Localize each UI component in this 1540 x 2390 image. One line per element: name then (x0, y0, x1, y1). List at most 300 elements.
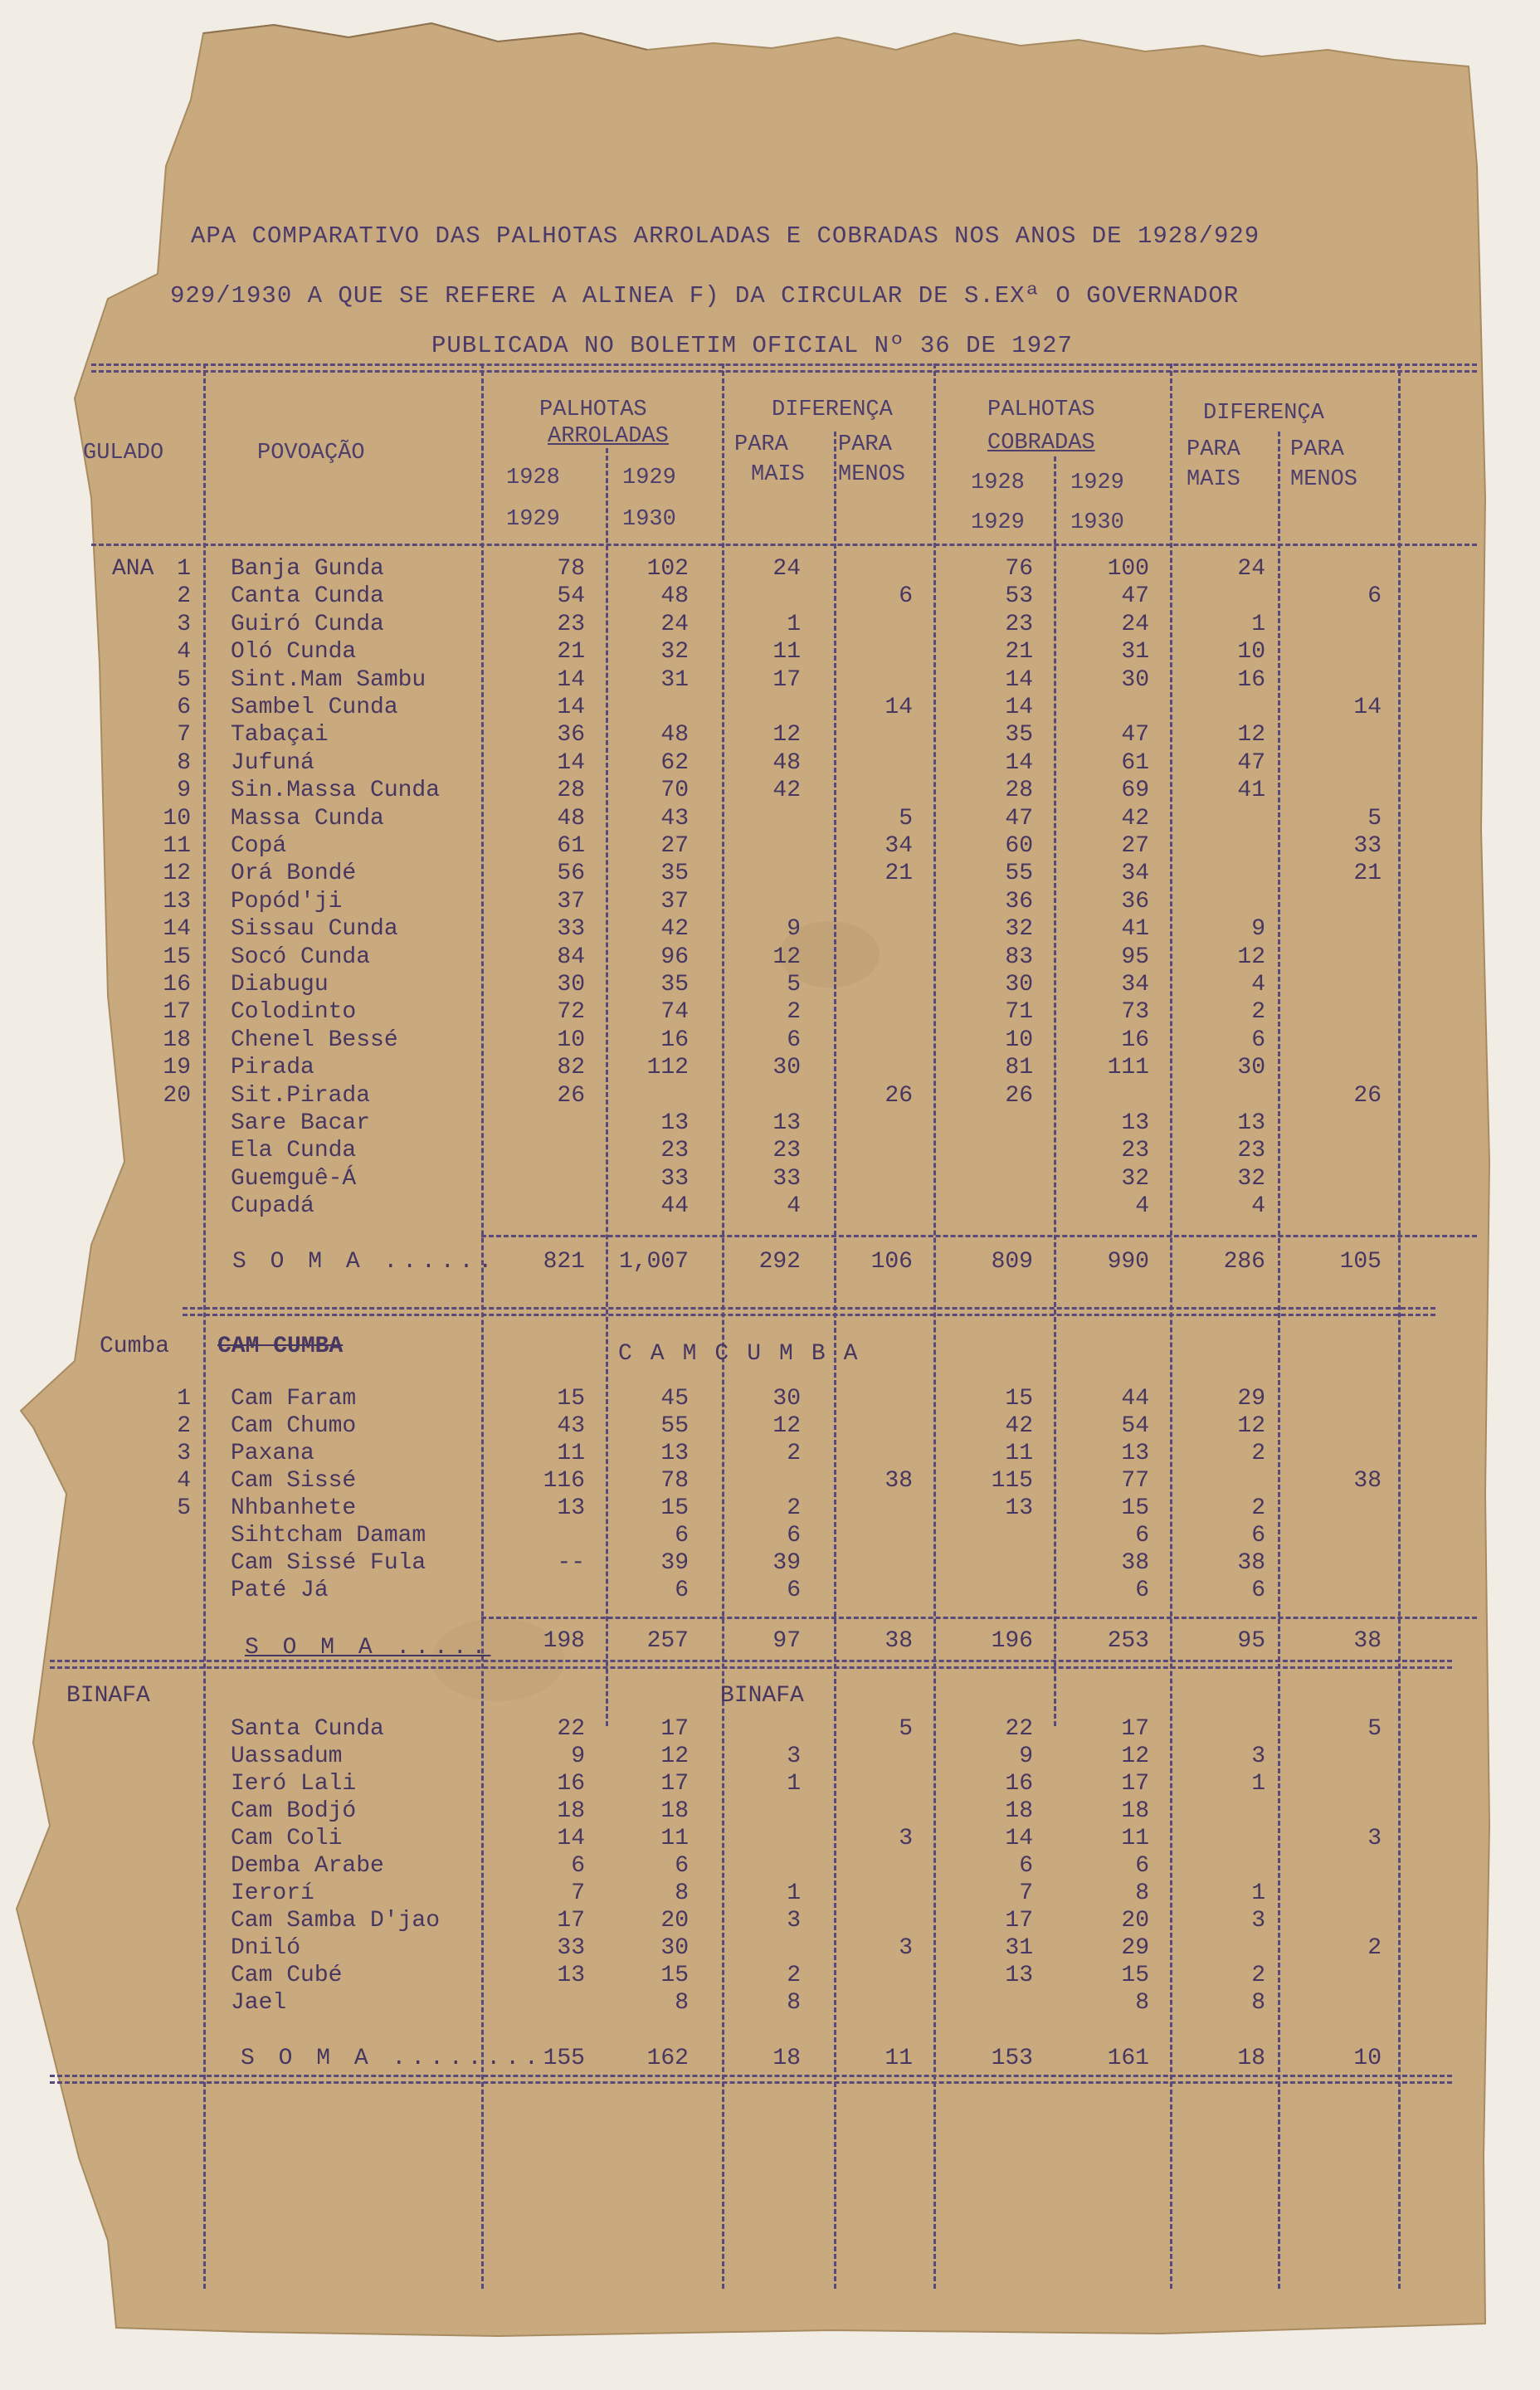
row-value-a2: 20 (660, 1908, 689, 1934)
row-povoacao: Copá (231, 833, 287, 859)
row-number: 17 (163, 999, 191, 1026)
row-povoacao: Cam Sissé (231, 1468, 357, 1494)
row-value-c2: 44 (1121, 1386, 1149, 1412)
row-value-l: 6 (899, 583, 913, 610)
row-povoacao: Cam Coli (231, 1826, 343, 1851)
row-value-m: 1 (787, 1771, 801, 1797)
soma-value-m: 292 (758, 1249, 801, 1275)
row-value-m: 2 (787, 1963, 801, 1988)
col-dif1-title: DIFERENÇA (772, 398, 893, 422)
row-value-l2: 33 (1353, 833, 1382, 859)
col-arroladas-title-2: ARROLADAS (548, 424, 669, 449)
soma-value-l: 106 (870, 1249, 913, 1275)
soma-value-c1: 809 (991, 1249, 1033, 1275)
row-povoacao: Cam Faram (231, 1386, 357, 1412)
row-value-c1: 23 (1005, 611, 1033, 637)
row-povoacao: Massa Cunda (231, 805, 384, 832)
row-value-c2: 27 (1121, 833, 1149, 859)
row-value-m: 2 (787, 1495, 801, 1521)
row-value-a2: 78 (660, 1468, 689, 1494)
row-value-m2: 23 (1237, 1138, 1265, 1164)
row-value-c2: 13 (1121, 1441, 1149, 1466)
row-value-m: 8 (787, 1990, 801, 2016)
row-value-a2: 11 (660, 1826, 689, 1851)
row-value-a2: 24 (660, 611, 689, 637)
row-value-m: 33 (772, 1165, 801, 1192)
row-value-a2: 45 (660, 1386, 689, 1412)
row-value-l2: 5 (1367, 805, 1382, 832)
row-value-a1: 37 (557, 888, 585, 915)
row-value-a1: -- (557, 1550, 585, 1576)
row-value-a1: 14 (557, 666, 585, 693)
soma-value-a2: 1,007 (618, 1249, 689, 1275)
row-value-c1: 15 (1005, 1386, 1033, 1412)
row-povoacao: Jael (231, 1990, 287, 2016)
row-povoacao: Diabugu (231, 972, 329, 997)
row-value-a1: 26 (557, 1082, 585, 1109)
row-value-c2: 47 (1121, 722, 1149, 749)
row-povoacao: Paxana (231, 1441, 314, 1466)
row-number: 5 (177, 1495, 191, 1521)
row-value-c1: 13 (1005, 1495, 1033, 1521)
row-value-a2: 35 (660, 861, 689, 887)
row-number: 12 (163, 861, 191, 887)
row-value-m2: 12 (1237, 722, 1265, 749)
row-value-m: 39 (772, 1550, 801, 1576)
row-value-c2: 8 (1135, 1990, 1149, 2016)
row-value-c2: 69 (1121, 778, 1149, 804)
row-value-c2: 24 (1121, 611, 1149, 637)
row-number: 18 (163, 1027, 191, 1053)
row-povoacao: Nhbanhete (231, 1495, 357, 1521)
row-value-c2: 15 (1121, 1963, 1149, 1988)
row-value-m2: 32 (1237, 1165, 1265, 1192)
row-value-c2: 100 (1107, 556, 1149, 582)
row-value-a1: 13 (557, 1495, 585, 1521)
row-number: 20 (163, 1082, 191, 1109)
row-povoacao: Sare Bacar (231, 1110, 371, 1136)
row-value-c2: 77 (1121, 1468, 1149, 1494)
row-value-m: 11 (772, 639, 801, 666)
row-value-c1: 28 (1005, 778, 1033, 804)
row-value-a1: 18 (557, 1798, 585, 1824)
row-povoacao: Colodinto (231, 999, 357, 1026)
row-number: 3 (177, 1441, 191, 1466)
row-value-c1: 30 (1005, 972, 1033, 997)
row-value-m2: 8 (1251, 1990, 1265, 2016)
row-value-c2: 23 (1121, 1138, 1149, 1164)
row-povoacao: Pirada (231, 1055, 314, 1081)
row-value-m: 3 (787, 1744, 801, 1769)
row-value-c2: 20 (1121, 1908, 1149, 1934)
row-value-m: 30 (772, 1055, 801, 1081)
section2-soma-rule (481, 1617, 1477, 1619)
row-value-a1: 43 (557, 1413, 585, 1439)
row-value-a2: 62 (660, 749, 689, 776)
row-value-m2: 41 (1237, 778, 1265, 804)
row-value-c2: 34 (1121, 972, 1149, 997)
col-menos-2: MENOS (1290, 467, 1358, 492)
row-value-c1: 6 (1019, 1853, 1033, 1879)
row-value-a2: 23 (660, 1138, 689, 1164)
row-value-m: 9 (787, 916, 801, 943)
row-value-c1: 76 (1005, 556, 1033, 582)
row-value-c1: 7 (1019, 1880, 1033, 1906)
col-dif2-title: DIFERENÇA (1203, 401, 1324, 426)
row-value-c2: 38 (1121, 1550, 1149, 1576)
row-value-m: 2 (787, 1441, 801, 1466)
row-value-a1: 82 (557, 1055, 585, 1081)
row-value-a2: 37 (660, 888, 689, 915)
section1-end-rule (183, 1307, 1435, 1310)
row-value-m2: 12 (1237, 944, 1265, 970)
row-number: 10 (163, 805, 191, 832)
soma-value-c2: 990 (1107, 1249, 1149, 1275)
row-number: 19 (163, 1055, 191, 1081)
row-value-a1: 15 (557, 1386, 585, 1412)
col-cobradas-y3b: 1929 (1070, 471, 1124, 495)
section3-end-rule-2 (50, 2081, 1452, 2084)
row-value-a1: 78 (557, 556, 585, 582)
row-value-m2: 1 (1251, 1771, 1265, 1797)
row-value-a2: 6 (675, 1578, 689, 1603)
row-value-c1: 13 (1005, 1963, 1033, 1988)
row-value-c1: 83 (1005, 944, 1033, 970)
row-value-a1: 33 (557, 1935, 585, 1961)
row-povoacao: Cupadá (231, 1193, 314, 1220)
row-value-c2: 17 (1121, 1716, 1149, 1742)
row-povoacao: Popód'ji (231, 888, 343, 915)
row-value-c2: 4 (1135, 1193, 1149, 1220)
row-value-a2: 16 (660, 1027, 689, 1053)
row-value-a1: 36 (557, 722, 585, 749)
row-value-a1: 7 (571, 1880, 585, 1906)
row-value-l: 21 (885, 861, 913, 887)
soma-value-l2: 105 (1339, 1249, 1382, 1275)
row-value-c1: 21 (1005, 639, 1033, 666)
row-povoacao: Cam Cubé (231, 1963, 343, 1988)
row-number: 15 (163, 944, 191, 970)
row-value-m2: 4 (1251, 1193, 1265, 1220)
row-value-c2: 12 (1121, 1744, 1149, 1769)
row-value-a2: 17 (660, 1716, 689, 1742)
row-value-a1: 30 (557, 972, 585, 997)
row-value-l: 26 (885, 1082, 913, 1109)
soma-value-c1: 196 (991, 1628, 1033, 1654)
col-arroladas-y1b: 1929 (622, 466, 676, 490)
row-value-m: 1 (787, 1880, 801, 1906)
row-value-m: 6 (787, 1578, 801, 1603)
col-arroladas-y2b: 1930 (622, 507, 676, 532)
row-value-m2: 47 (1237, 749, 1265, 776)
row-value-m2: 38 (1237, 1550, 1265, 1576)
row-value-a1: 16 (557, 1771, 585, 1797)
soma-value-c2: 161 (1107, 2046, 1149, 2071)
row-povoacao: Banja Gunda (231, 556, 384, 582)
row-value-m2: 2 (1251, 1963, 1265, 1988)
row-value-a1: 84 (557, 944, 585, 970)
row-number: 1 (177, 556, 191, 582)
row-value-a1: 6 (571, 1853, 585, 1879)
row-value-l2: 14 (1353, 695, 1382, 720)
row-value-a1: 14 (557, 695, 585, 720)
row-value-m: 12 (772, 1413, 801, 1439)
row-value-m2: 12 (1237, 1413, 1265, 1439)
row-value-c1: 71 (1005, 999, 1033, 1026)
row-value-c2: 29 (1121, 1935, 1149, 1961)
col-para-menos-2: PARA (1290, 437, 1344, 462)
row-value-a1: 13 (557, 1963, 585, 1988)
row-value-m: 17 (772, 666, 801, 693)
col-cobradas-y3a: 1928 (971, 471, 1025, 495)
row-value-c1: 53 (1005, 583, 1033, 610)
row-number: 2 (177, 1413, 191, 1439)
row-number: 14 (163, 916, 191, 943)
soma-value-l2: 10 (1353, 2046, 1382, 2071)
soma-value-a2: 257 (646, 1628, 689, 1654)
soma-value-l: 11 (885, 2046, 913, 2071)
row-value-c2: 54 (1121, 1413, 1149, 1439)
row-number: 4 (177, 639, 191, 666)
row-value-c1: 14 (1005, 749, 1033, 776)
row-povoacao: Guemguê-Á (231, 1165, 357, 1192)
col-menos: MENOS (838, 462, 906, 487)
row-value-c2: 31 (1121, 639, 1149, 666)
row-number: 7 (177, 722, 191, 749)
row-value-a2: 27 (660, 833, 689, 859)
col-mais-2: MAIS (1187, 467, 1240, 492)
row-value-a1: 61 (557, 833, 585, 859)
col-para-mais-2: PARA (1187, 437, 1240, 462)
row-value-m: 12 (772, 944, 801, 970)
row-povoacao: Ierorí (231, 1880, 314, 1906)
row-value-a2: 44 (660, 1193, 689, 1220)
header-top-rule-2 (91, 370, 1477, 373)
row-value-m: 42 (772, 778, 801, 804)
row-value-c2: 61 (1121, 749, 1149, 776)
row-value-m: 6 (787, 1027, 801, 1053)
row-value-m2: 3 (1251, 1744, 1265, 1769)
row-value-c2: 15 (1121, 1495, 1149, 1521)
row-value-c1: 36 (1005, 888, 1033, 915)
section1-soma-label: S O M A ...... (232, 1249, 498, 1275)
row-povoacao: Orá Bondé (231, 861, 357, 887)
row-povoacao: Socó Cunda (231, 944, 371, 970)
row-value-l2: 2 (1367, 1935, 1382, 1961)
row-value-a2: 32 (660, 639, 689, 666)
section1-regulado: ANA (112, 556, 154, 582)
row-povoacao: Demba Arabe (231, 1853, 384, 1879)
row-value-l2: 26 (1353, 1082, 1382, 1109)
row-value-l2: 5 (1367, 1716, 1382, 1742)
row-value-a1: 11 (557, 1441, 585, 1466)
soma-value-a1: 198 (543, 1628, 585, 1654)
row-value-c2: 8 (1135, 1880, 1149, 1906)
col-mais: MAIS (751, 462, 805, 487)
soma-value-a1: 821 (543, 1249, 585, 1275)
row-value-c1: 60 (1005, 833, 1033, 859)
row-value-m: 48 (772, 749, 801, 776)
soma-value-m: 97 (772, 1628, 801, 1654)
row-value-a1: 72 (557, 999, 585, 1026)
row-value-c2: 41 (1121, 916, 1149, 943)
row-value-a1: 54 (557, 583, 585, 610)
col-regulado: GULADO (83, 441, 164, 466)
soma-value-m2: 286 (1223, 1249, 1265, 1275)
row-value-m2: 6 (1251, 1578, 1265, 1603)
row-value-c2: 47 (1121, 583, 1149, 610)
title-line-2: 929/1930 A QUE SE REFERE A ALINEA F) DA CIRCULAR DE S.EXª O GOVERNADOR (170, 282, 1240, 310)
title-line-1: APA COMPARATIVO DAS PALHOTAS ARROLADAS E COBRADAS NOS ANOS DE 1928/929 (191, 222, 1260, 250)
row-value-m2: 6 (1251, 1523, 1265, 1549)
row-value-c2: 17 (1121, 1771, 1149, 1797)
row-value-a1: 14 (557, 1826, 585, 1851)
row-value-a2: 42 (660, 916, 689, 943)
row-value-c1: 17 (1005, 1908, 1033, 1934)
col-cobradas-y4b: 1930 (1070, 510, 1124, 535)
row-value-c2: 42 (1121, 805, 1149, 832)
row-value-a1: 22 (557, 1716, 585, 1742)
section2-end-rule (50, 1660, 1452, 1662)
row-number: 13 (163, 888, 191, 915)
row-value-c1: 115 (991, 1468, 1033, 1494)
row-value-l: 34 (885, 833, 913, 859)
row-value-a2: 15 (660, 1963, 689, 1988)
soma-value-l: 38 (885, 1628, 913, 1654)
row-value-m: 12 (772, 722, 801, 749)
row-value-m2: 30 (1237, 1055, 1265, 1081)
row-value-m2: 1 (1251, 1880, 1265, 1906)
row-value-l: 38 (885, 1468, 913, 1494)
row-value-a2: 31 (660, 666, 689, 693)
soma-value-c1: 153 (991, 2046, 1033, 2071)
soma-value-a1: 155 (543, 2046, 585, 2071)
row-value-c1: 55 (1005, 861, 1033, 887)
row-value-c1: 32 (1005, 916, 1033, 943)
row-value-c2: 111 (1107, 1055, 1149, 1081)
row-value-a1: 17 (557, 1908, 585, 1934)
section3-banner: BINAFA (720, 1683, 804, 1709)
row-value-a2: 18 (660, 1798, 689, 1824)
row-value-a1: 56 (557, 861, 585, 887)
row-value-c1: 22 (1005, 1716, 1033, 1742)
row-value-c1: 11 (1005, 1441, 1033, 1466)
row-povoacao: Sambel Cunda (231, 695, 398, 720)
row-value-m2: 6 (1251, 1027, 1265, 1053)
row-value-c1: 16 (1005, 1771, 1033, 1797)
row-value-a1: 21 (557, 639, 585, 666)
row-value-a2: 33 (660, 1165, 689, 1192)
section3-regulado: BINAFA (66, 1683, 150, 1709)
row-number: 3 (177, 611, 191, 637)
row-value-a2: 48 (660, 722, 689, 749)
row-value-a2: 13 (660, 1110, 689, 1136)
row-value-m: 1 (787, 611, 801, 637)
row-value-a1: 10 (557, 1027, 585, 1053)
row-value-l: 5 (899, 805, 913, 832)
row-value-a2: 13 (660, 1441, 689, 1466)
col-para-menos: PARA (838, 432, 892, 457)
row-number: 11 (163, 833, 191, 859)
row-value-a2: 6 (675, 1853, 689, 1879)
row-value-a1: 33 (557, 916, 585, 943)
row-value-c2: 34 (1121, 861, 1149, 887)
row-value-c1: 14 (1005, 1826, 1033, 1851)
row-value-c2: 6 (1135, 1853, 1149, 1879)
section1-soma-rule (481, 1235, 1477, 1237)
row-value-c1: 42 (1005, 1413, 1033, 1439)
row-value-m: 4 (787, 1193, 801, 1220)
row-value-a2: 48 (660, 583, 689, 610)
row-value-a2: 17 (660, 1771, 689, 1797)
col-para-mais: PARA (734, 432, 788, 457)
row-value-a2: 70 (660, 778, 689, 804)
col-povoacao: POVOAÇÃO (257, 441, 365, 466)
row-povoacao: Oló Cunda (231, 639, 357, 666)
row-value-m2: 16 (1237, 666, 1265, 693)
row-value-a1: 23 (557, 611, 585, 637)
row-value-c1: 47 (1005, 805, 1033, 832)
row-value-c2: 6 (1135, 1523, 1149, 1549)
row-value-a2: 112 (646, 1055, 689, 1081)
row-value-m2: 29 (1237, 1386, 1265, 1412)
row-povoacao: Cam Samba D'jao (231, 1908, 441, 1934)
row-value-m: 2 (787, 999, 801, 1026)
row-value-a2: 6 (675, 1523, 689, 1549)
row-value-a2: 102 (646, 556, 689, 582)
soma-value-l2: 38 (1353, 1628, 1382, 1654)
row-value-a1: 28 (557, 778, 585, 804)
row-povoacao: Canta Cunda (231, 583, 384, 610)
row-value-a2: 43 (660, 805, 689, 832)
soma-value-m2: 18 (1237, 2046, 1265, 2071)
row-number: 6 (177, 695, 191, 720)
section3-end-rule (50, 2075, 1452, 2077)
row-value-m2: 9 (1251, 916, 1265, 943)
row-value-c2: 36 (1121, 888, 1149, 915)
col-arroladas-title-1: PALHOTAS (539, 398, 647, 422)
col-arroladas-y1a: 1928 (506, 466, 560, 490)
soma-value-a2: 162 (646, 2046, 689, 2071)
row-povoacao: Chenel Bessé (231, 1027, 398, 1053)
header-bottom-rule (91, 544, 1477, 546)
row-value-c2: 16 (1121, 1027, 1149, 1053)
row-value-l2: 38 (1353, 1468, 1382, 1494)
row-value-a1: 9 (571, 1744, 585, 1769)
row-value-m: 5 (787, 972, 801, 997)
row-value-l2: 6 (1367, 583, 1382, 610)
row-value-c2: 73 (1121, 999, 1149, 1026)
soma-value-m: 18 (772, 2046, 801, 2071)
row-value-l: 3 (899, 1826, 913, 1851)
row-value-c2: 13 (1121, 1110, 1149, 1136)
row-number: 2 (177, 583, 191, 610)
row-value-c1: 14 (1005, 695, 1033, 720)
soma-value-c2: 253 (1107, 1628, 1149, 1654)
row-value-a2: 8 (675, 1990, 689, 2016)
row-povoacao: Sissau Cunda (231, 916, 398, 943)
vrule-10 (1398, 363, 1401, 2289)
row-povoacao: Cam Sissé Fula (231, 1550, 426, 1576)
section1-end-rule-2 (183, 1314, 1435, 1316)
row-value-m2: 10 (1237, 639, 1265, 666)
row-number: 16 (163, 972, 191, 997)
col-cobradas-title-1: PALHOTAS (987, 398, 1095, 422)
row-value-m2: 2 (1251, 999, 1265, 1026)
row-value-a1: 14 (557, 749, 585, 776)
row-povoacao: Jufuná (231, 749, 314, 776)
row-value-a2: 8 (675, 1880, 689, 1906)
